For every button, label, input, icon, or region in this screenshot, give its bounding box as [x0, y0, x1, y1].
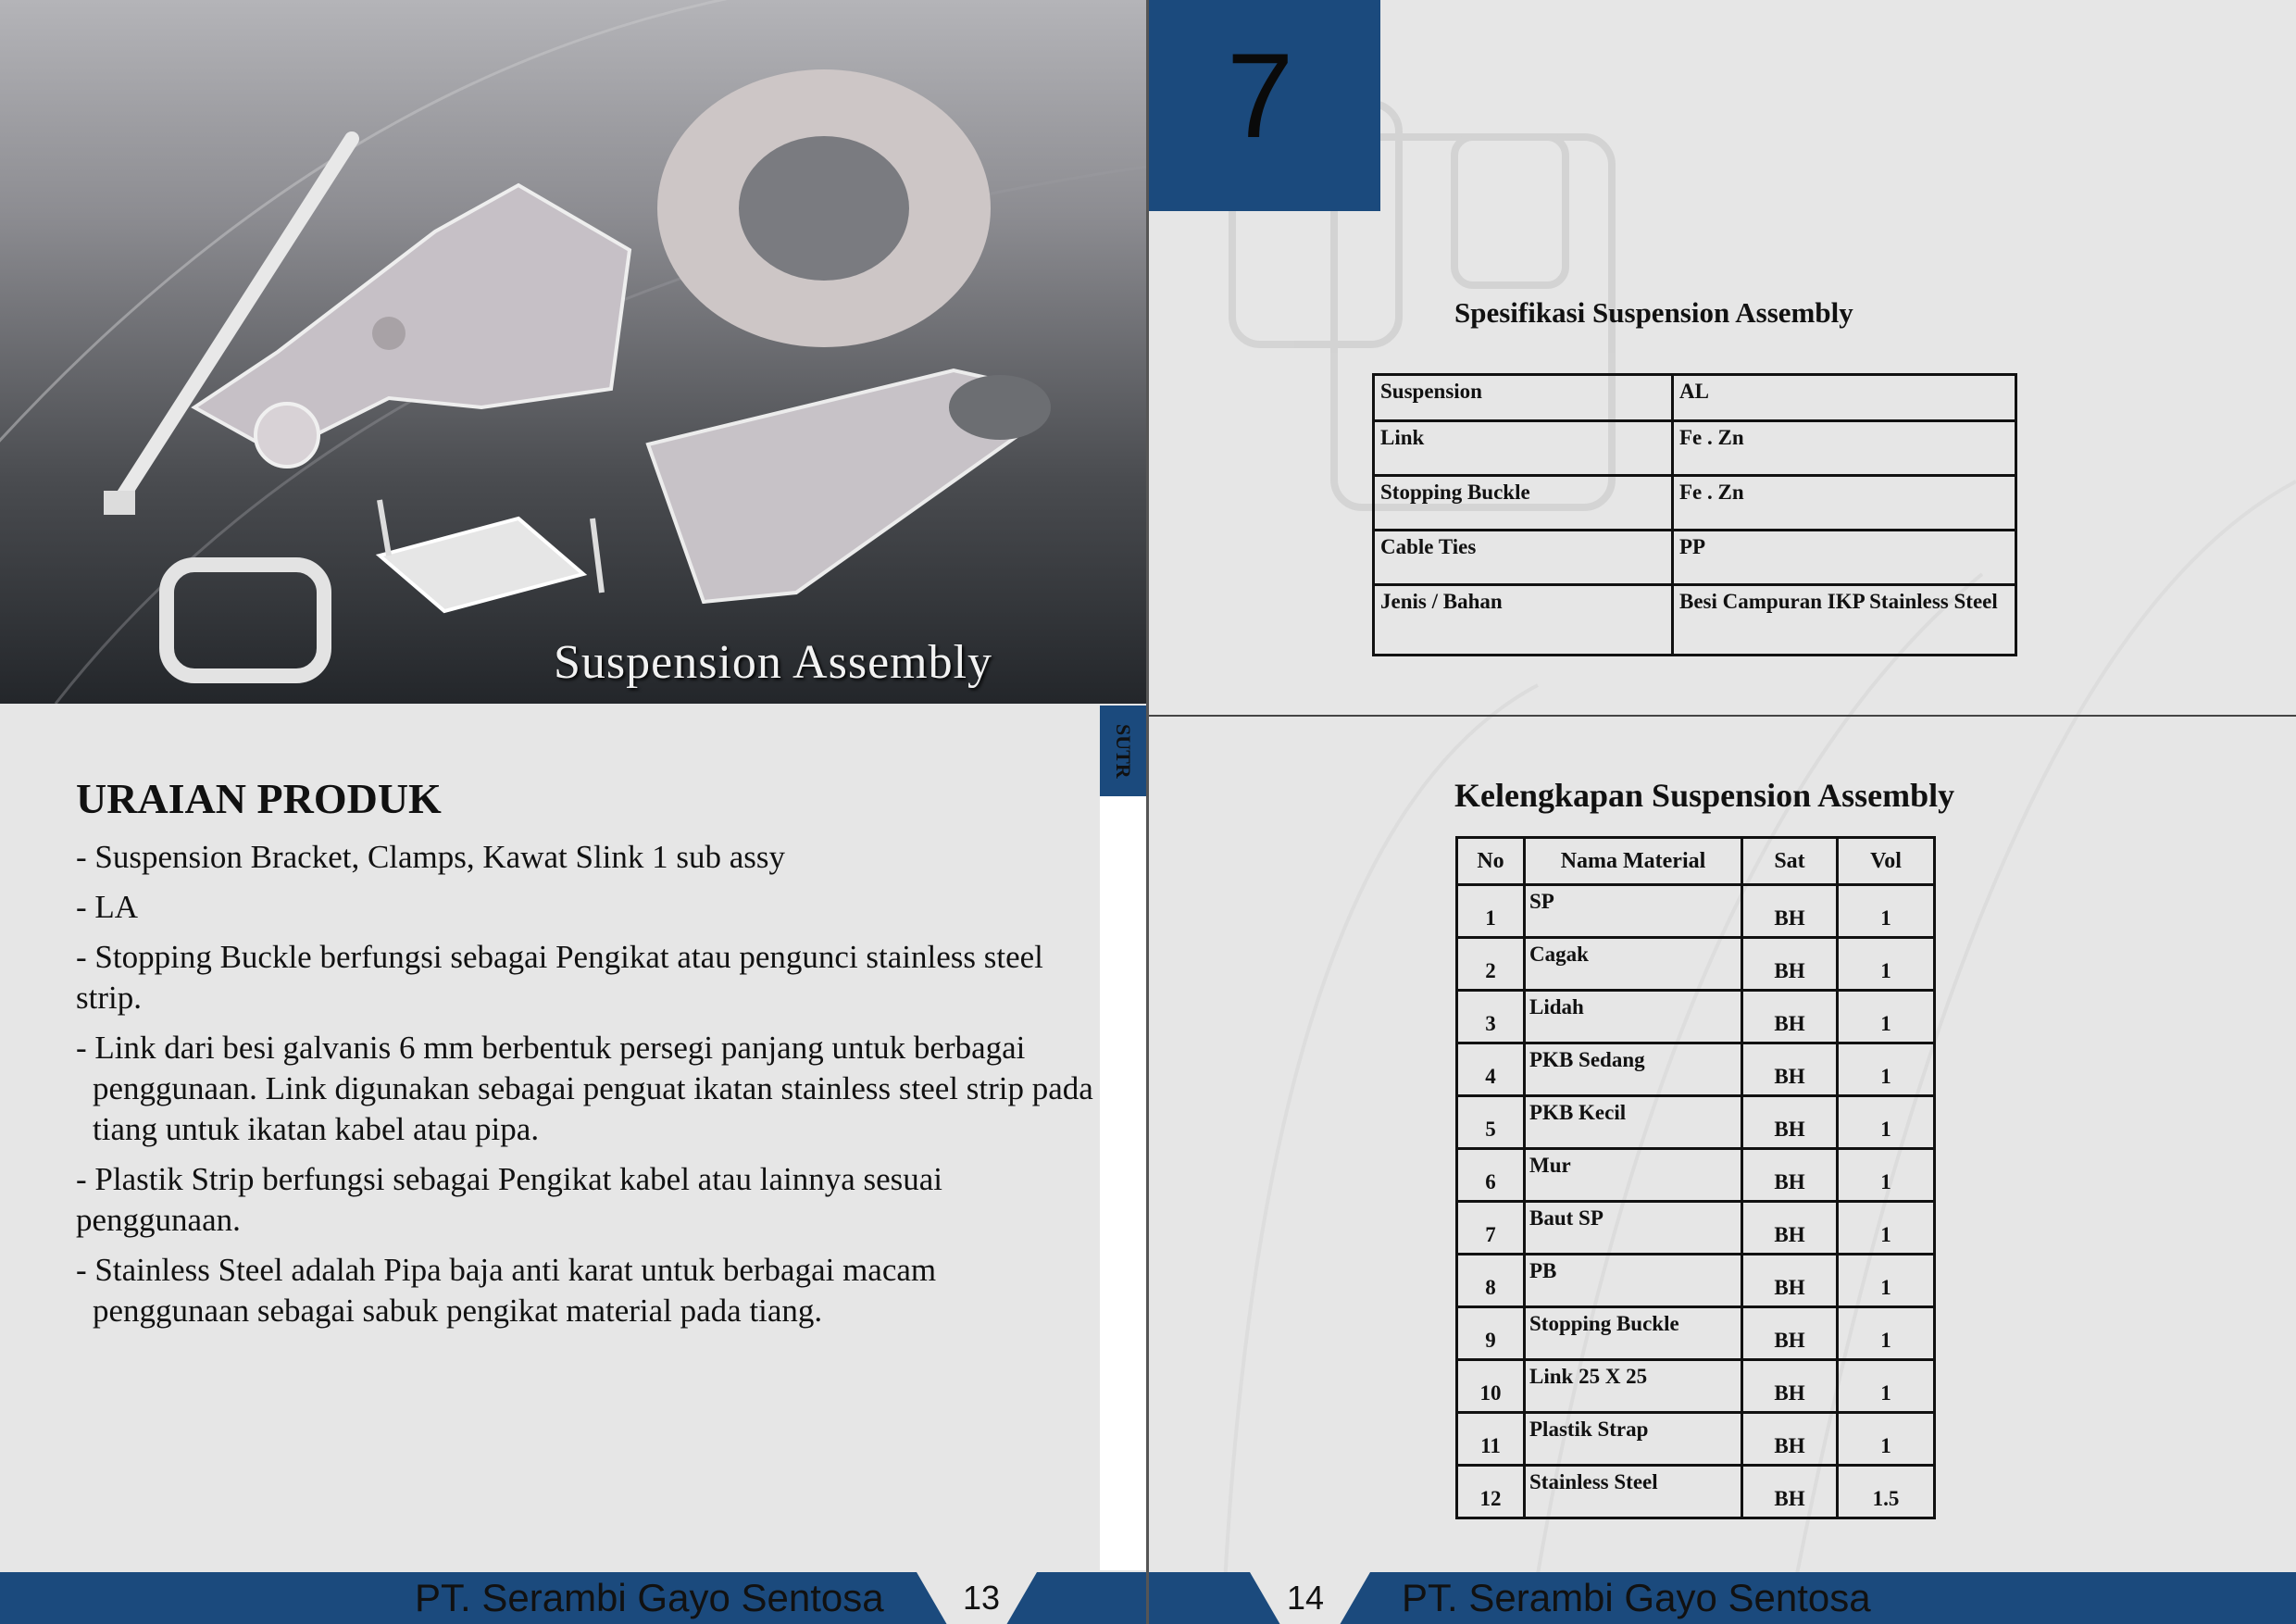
spec-value: AL	[1673, 375, 2016, 421]
spesifikasi-table	[1372, 373, 2017, 656]
cell-sat: BH	[1742, 1360, 1838, 1413]
cell-no: 5	[1457, 1096, 1525, 1149]
cell-sat: BH	[1742, 1202, 1838, 1255]
product-photo	[0, 0, 1146, 704]
cell-vol: 1	[1838, 991, 1935, 1043]
cell-nama: Stopping Buckle	[1525, 1307, 1742, 1360]
cell-sat: BH	[1742, 885, 1838, 938]
side-strip	[1100, 796, 1146, 1570]
cell-no: 7	[1457, 1202, 1525, 1255]
cell-no: 4	[1457, 1043, 1525, 1096]
spec-value: Fe . Zn	[1673, 476, 2016, 531]
table-row	[1457, 1096, 1935, 1149]
table-row	[1374, 476, 2016, 531]
cell-vol: 1	[1838, 1360, 1935, 1413]
side-tab-label: SUTR	[1112, 723, 1135, 779]
table-row	[1374, 421, 2016, 476]
cell-no: 2	[1457, 938, 1525, 991]
column-header-no: No	[1457, 838, 1525, 885]
column-header-sat: Sat	[1742, 838, 1838, 885]
uraian-list	[76, 837, 1094, 1341]
cell-vol: 1.5	[1838, 1466, 1935, 1518]
washer-hole	[739, 136, 909, 281]
cell-no: 8	[1457, 1255, 1525, 1307]
cell-nama: Mur	[1525, 1149, 1742, 1202]
spec-item: Suspension	[1374, 375, 1673, 421]
cell-no: 3	[1457, 991, 1525, 1043]
cell-vol: 1	[1838, 938, 1935, 991]
footer-company-left: PT. Serambi Gayo Sentosa	[415, 1576, 884, 1619]
table-row	[1457, 885, 1935, 938]
cell-vol: 1	[1838, 1096, 1935, 1149]
page-number-right: 14	[1286, 1579, 1325, 1617]
cell-nama: PKB Sedang	[1525, 1043, 1742, 1096]
table-row	[1457, 991, 1935, 1043]
cell-sat: BH	[1742, 1413, 1838, 1466]
table-row	[1374, 585, 2016, 656]
cell-no: 6	[1457, 1149, 1525, 1202]
table-row	[1457, 1466, 1935, 1518]
stopping-buckle	[380, 518, 583, 611]
spec-value: Fe . Zn	[1673, 421, 2016, 476]
footer-company-right: PT. Serambi Gayo Sentosa	[1402, 1576, 1871, 1619]
table-row	[1457, 1360, 1935, 1413]
cell-sat: BH	[1742, 1043, 1838, 1096]
table-row	[1457, 1043, 1935, 1096]
uraian-item: - Link dari besi galvanis 6 mm berbentuk persegi panjang untuk berbagai penggunaan. Link digunakan sebagai penguat ikatan stainless steel strip pada tiang untuk ikatan kabel atau pipa.	[76, 1030, 1093, 1147]
cell-nama: Lidah	[1525, 991, 1742, 1043]
suspension-bracket	[194, 185, 630, 454]
cell-nama: Cagak	[1525, 938, 1742, 991]
cell-sat: BH	[1742, 1096, 1838, 1149]
right-page	[1149, 0, 2296, 1624]
uraian-item: - LA	[76, 889, 139, 925]
cell-nama: PKB Kecil	[1525, 1096, 1742, 1149]
cell-nama: Baut SP	[1525, 1202, 1742, 1255]
link-ring	[167, 565, 324, 676]
spec-item: Cable Ties	[1374, 531, 1673, 585]
cell-vol: 1	[1838, 1307, 1935, 1360]
cell-vol: 1	[1838, 1255, 1935, 1307]
cell-sat: BH	[1742, 1149, 1838, 1202]
photo-caption: Suspension Assembly	[554, 636, 993, 689]
cell-no: 9	[1457, 1307, 1525, 1360]
cell-vol: 1	[1838, 1413, 1935, 1466]
chapter-number: 7	[1227, 28, 1294, 163]
column-header-nama: Nama Material	[1525, 838, 1742, 885]
table-row	[1374, 531, 2016, 585]
kelengkapan-heading: Kelengkapan Suspension Assembly	[1454, 777, 1955, 814]
column-header-vol: Vol	[1838, 838, 1935, 885]
uraian-item: - Stainless Steel adalah Pipa baja anti karat untuk berbagai macam penggunaan sebagai sabuk pengikat material pada tiang.	[76, 1252, 937, 1329]
cell-vol: 1	[1838, 1149, 1935, 1202]
cell-sat: BH	[1742, 1307, 1838, 1360]
cell-nama: PB	[1525, 1255, 1742, 1307]
spec-item: Stopping Buckle	[1374, 476, 1673, 531]
spec-value: Besi Campuran IKP Stainless Steel	[1673, 585, 2016, 656]
uraian-heading: URAIAN PRODUK	[76, 775, 442, 822]
spesifikasi-heading: Spesifikasi Suspension Assembly	[1454, 296, 1853, 329]
table-row	[1374, 375, 2016, 421]
cell-no: 1	[1457, 885, 1525, 938]
table-row	[1457, 1202, 1935, 1255]
spec-item: Jenis / Bahan	[1374, 585, 1673, 656]
side-tab-label-box	[1100, 706, 1146, 796]
cell-vol: 1	[1838, 885, 1935, 938]
cable-tie-head	[104, 491, 135, 515]
cell-no: 10	[1457, 1360, 1525, 1413]
table-row	[1457, 1255, 1935, 1307]
table-row	[1457, 1149, 1935, 1202]
cell-nama: Plastik Strap	[1525, 1413, 1742, 1466]
product-photo-illustration	[0, 0, 1146, 704]
kelengkapan-table	[1455, 836, 1936, 1519]
cell-sat: BH	[1742, 1255, 1838, 1307]
cell-no: 11	[1457, 1413, 1525, 1466]
table-row	[1457, 1307, 1935, 1360]
uraian-item: - Stopping Buckle berfungsi sebagai Pengikat atau pengunci stainless steel strip.	[76, 939, 1043, 1016]
cell-nama: SP	[1525, 885, 1742, 938]
cell-no: 12	[1457, 1466, 1525, 1518]
spec-value: PP	[1673, 531, 2016, 585]
uraian-item: - Plastik Strip berfungsi sebagai Pengikat kabel atau lainnya sesuai penggunaan.	[76, 1161, 943, 1238]
cell-sat: BH	[1742, 1466, 1838, 1518]
cell-vol: 1	[1838, 1202, 1935, 1255]
spec-item: Link	[1374, 421, 1673, 476]
cell-nama: Stainless Steel	[1525, 1466, 1742, 1518]
section-divider	[1149, 715, 2296, 717]
cell-sat: BH	[1742, 991, 1838, 1043]
table-row	[1457, 938, 1935, 991]
cell-nama: Link 25 X 25	[1525, 1360, 1742, 1413]
cell-sat: BH	[1742, 938, 1838, 991]
page-number-left: 13	[962, 1579, 1001, 1617]
table-header-row	[1457, 838, 1935, 885]
uraian-item: - Suspension Bracket, Clamps, Kawat Slink 1 sub assy	[76, 839, 786, 875]
table-row	[1457, 1413, 1935, 1466]
cell-vol: 1	[1838, 1043, 1935, 1096]
left-page	[0, 0, 1146, 1624]
